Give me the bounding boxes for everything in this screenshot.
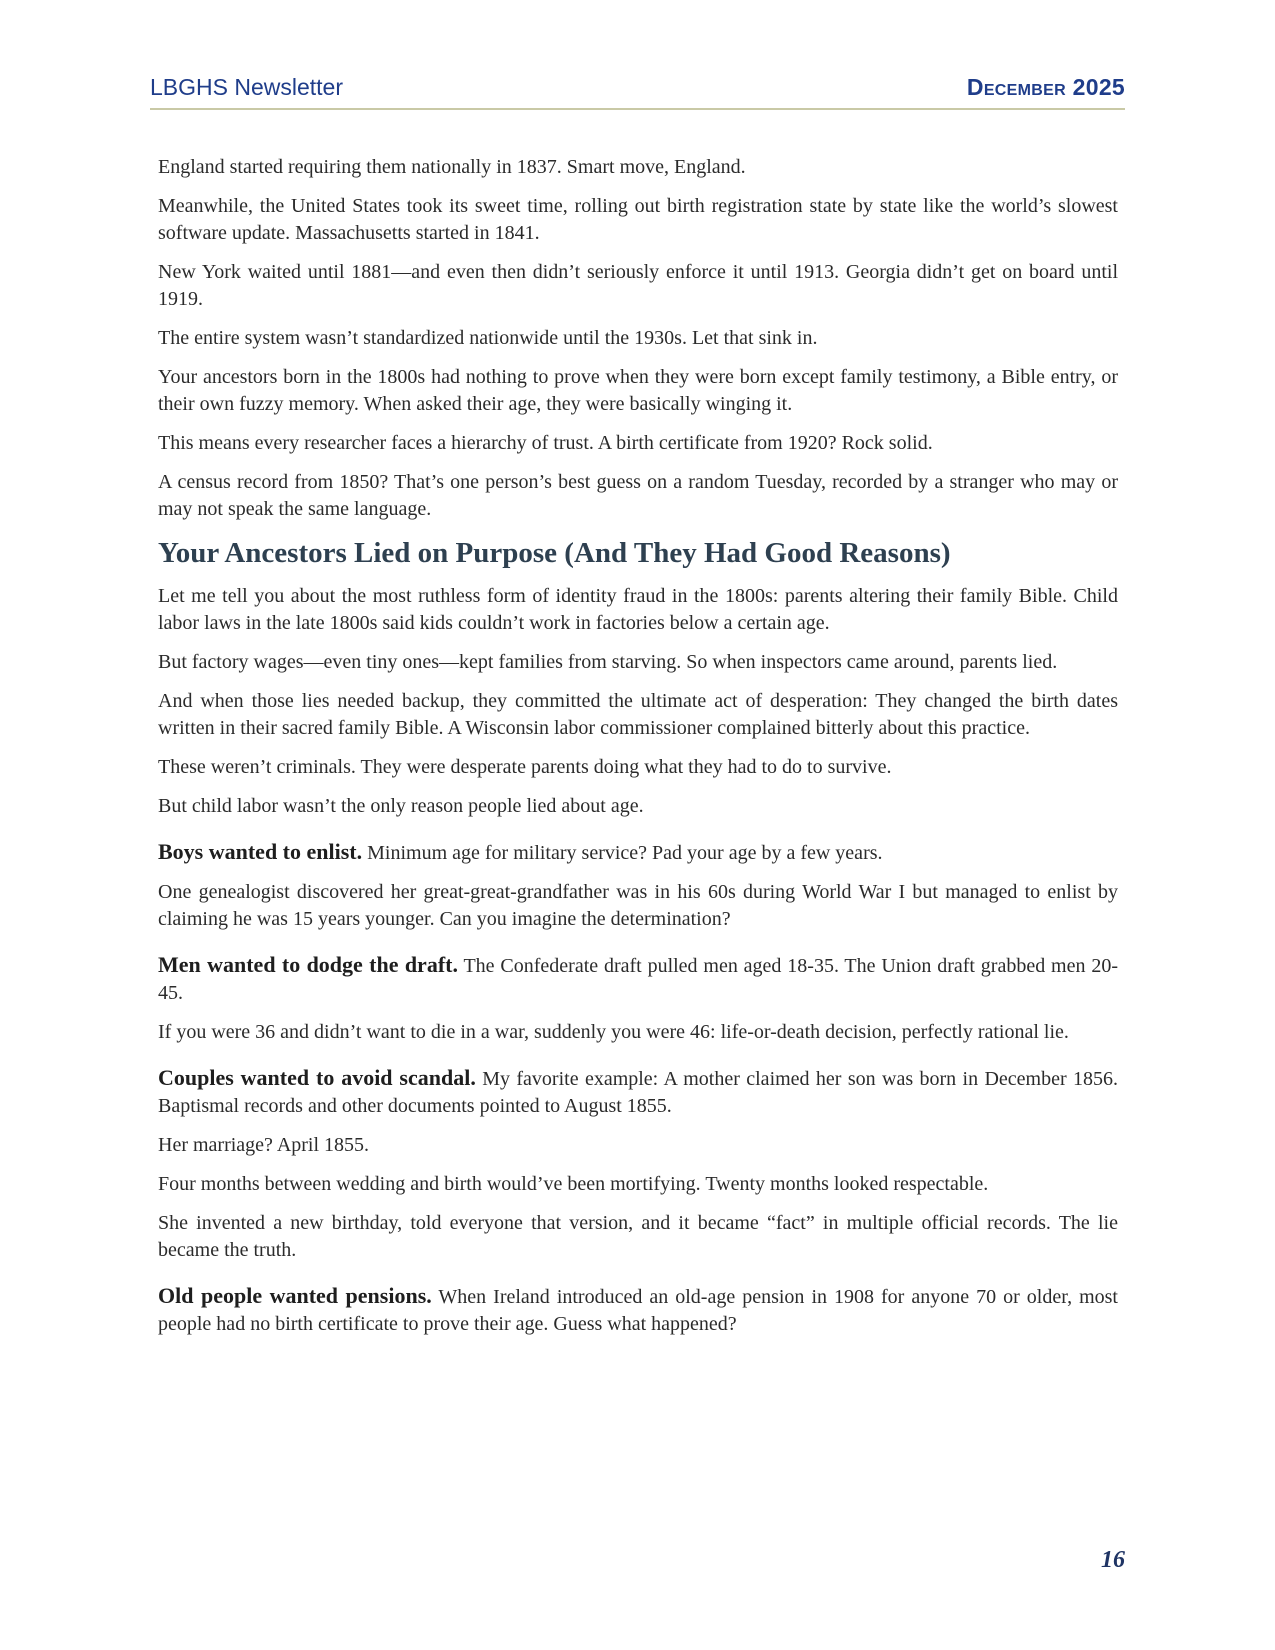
pensions-lead: Old people wanted pensions. <box>158 1283 432 1308</box>
paragraph: But factory wages—even tiny ones—kept families from starving. So when inspectors came around, parents lied. <box>158 651 1058 673</box>
draft-lead: Men wanted to dodge the draft. <box>158 952 458 977</box>
paragraph: Her marriage? April 1855. <box>158 1134 370 1156</box>
paragraph: She invented a new birthday, told everyone that version, and it became “fact” in multiple official records. The lie became the truth. <box>158 1212 1118 1261</box>
paragraph: New York waited until 1881—and even then didn’t seriously enforce it until 1913. Georgia didn’t get on board until 1919. <box>158 261 1118 310</box>
paragraph: One genealogist discovered her great-great-grandfather was in his 60s during World War I but managed to enlist by claiming he was 15 years younger. Can you imagine the determination? <box>158 881 1118 930</box>
paragraph: But child labor wasn’t the only reason people lied about age. <box>158 795 644 817</box>
paragraph: England started requiring them nationally in 1837. Smart move, England. <box>158 156 746 178</box>
section-heading: Your Ancestors Lied on Purpose (And They Had Good Reasons) <box>158 537 951 569</box>
paragraph: If you were 36 and didn’t want to die in a war, suddenly you were 46: life-or-death decision, perfectly rational lie. <box>158 1021 1069 1043</box>
pensions-paragraph <box>158 1282 1118 1338</box>
scandal-text: My favorite example: A mother claimed her son was born in December 1856. Baptismal records and other documents pointed to August 1855. <box>158 1068 1118 1117</box>
page-number: 16 <box>1101 1547 1125 1573</box>
paragraph: These weren’t criminals. They were desperate parents doing what they had to do to survive. <box>158 756 892 778</box>
enlist-text: Minimum age for military service? Pad your age by a few years. <box>362 842 883 864</box>
pensions-text: When Ireland introduced an old-age pension in 1908 for anyone 70 or older, most people had no birth certificate to prove their age. Guess what happened? <box>158 1286 1118 1335</box>
paragraph: And when those lies needed backup, they committed the ultimate act of desperation: They changed the birth dates written in their sacred family Bible. A Wisconsin labor commissioner complained bitterly about this practice. <box>158 690 1118 739</box>
enlist-lead: Boys wanted to enlist. <box>158 839 363 864</box>
draft-paragraph <box>158 951 1118 1007</box>
paragraph: A census record from 1850? That’s one person’s best guess on a random Tuesday, recorded by a stranger who may or may not speak the same language. <box>158 471 1118 520</box>
scandal-lead: Couples wanted to avoid scandal. <box>158 1065 476 1090</box>
newsletter-title: LBGHS Newsletter <box>150 74 344 100</box>
article-body <box>158 154 1118 1350</box>
paragraph: Your ancestors born in the 1800s had nothing to prove when they were born except family testimony, a Bible entry, or their own fuzzy memory. When asked their age, they were basically winging it. <box>158 366 1118 415</box>
paragraph: Let me tell you about the most ruthless form of identity fraud in the 1800s: parents altering their family Bible. Child labor laws in the late 1800s said kids couldn’t work in factories below a certain age. <box>158 585 1118 634</box>
paragraph: Four months between wedding and birth would’ve been mortifying. Twenty months looked respectable. <box>158 1173 989 1195</box>
enlist-paragraph <box>158 838 1118 867</box>
page-header <box>150 74 1125 110</box>
paragraph: This means every researcher faces a hierarchy of trust. A birth certificate from 1920? Rock solid. <box>158 432 933 454</box>
draft-text: The Confederate draft pulled men aged 18-35. The Union draft grabbed men 20-45. <box>158 955 1118 1004</box>
paragraph: Meanwhile, the United States took its sweet time, rolling out birth registration state by state like the world’s slowest software update. Massachusetts started in 1841. <box>158 195 1118 244</box>
scandal-paragraph <box>158 1064 1118 1120</box>
issue-date: December 2025 <box>966 74 1125 100</box>
paragraph: The entire system wasn’t standardized nationwide until the 1930s. Let that sink in. <box>158 327 818 349</box>
